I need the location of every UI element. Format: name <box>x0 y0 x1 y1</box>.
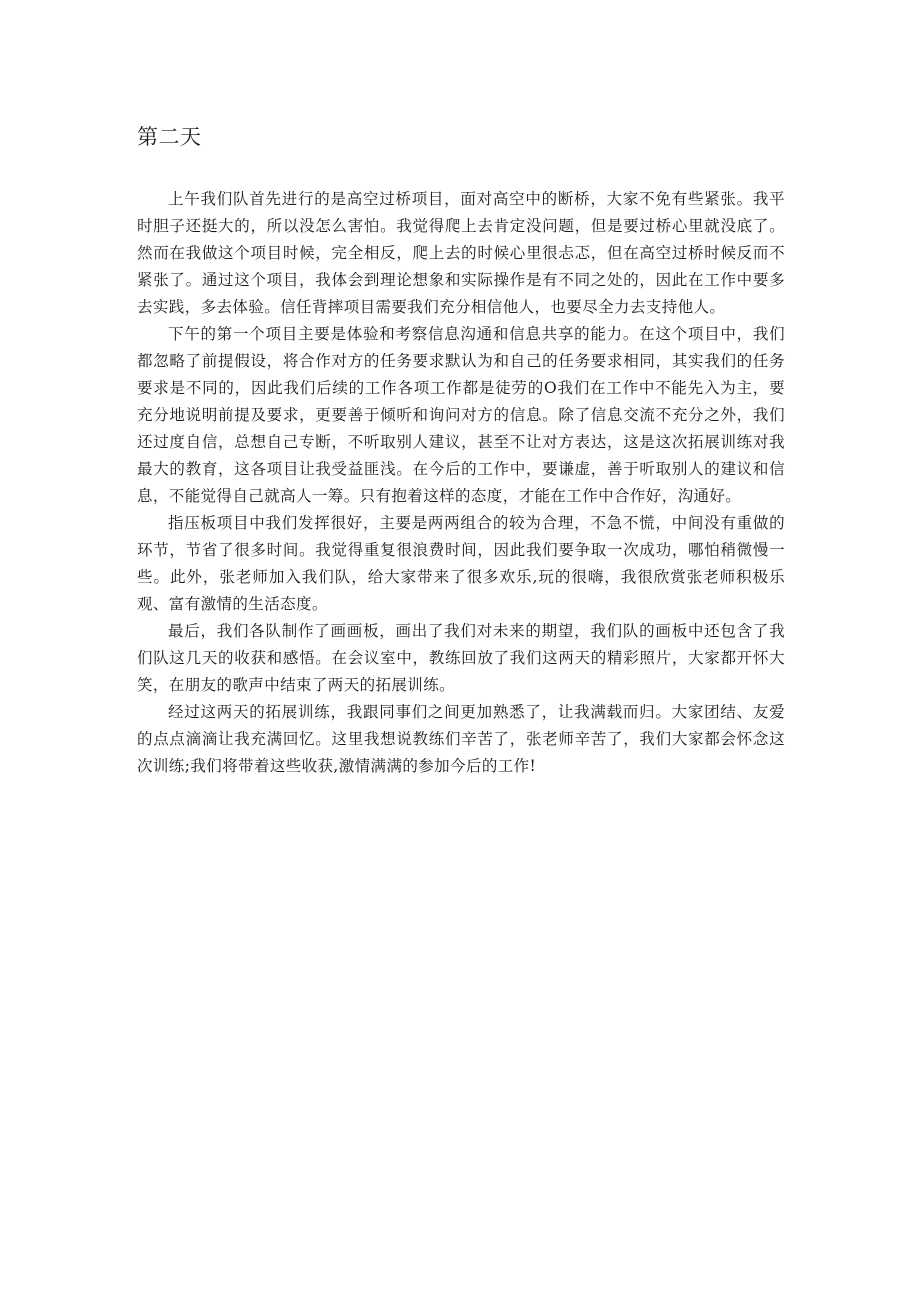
paragraph-morning: 上午我们队首先进行的是高空过桥项目，面对高空中的断桥，大家不免有些紧张。我平时胆子还挺大的，所以没怎么害怕。我觉得爬上去肯定没问题，但是要过桥心里就没底了。然而在我做这个项目时候，完全相反，爬上去的时候心里很忐忑，但在高空过桥时候反而不紧张了。通过这个项目，我体会到理论想象和实际操作是有不同之处的，因此在工作中要多去实践，多去体验。信任背摔项目需要我们充分相信他人，也要尽全力去支持他人。 <box>137 190 785 316</box>
paragraph-acupressure-board: 指压板项目中我们发挥很好，主要是两两组合的较为合理，不急不慌，中间没有重做的环节，节省了很多时间。我觉得重复很浪费时间，因此我们要争取一次成功，哪怕稍微慢一些。此外，张老师加入我们队，给大家带来了很多欢乐,玩的很嗨，我很欣赏张老师积极乐观、富有激情的生活态度。 <box>137 514 785 613</box>
paragraph-conclusion: 经过这两天的拓展训练，我跟同事们之间更加熟悉了，让我满载而归。大家团结、友爱的点点滴滴让我充满回忆。这里我想说教练们辛苦了，张老师辛苦了，我们大家都会怀念这次训练;我们将带着这些收获,激情满满的参加今后的工作! <box>137 703 785 775</box>
document-body <box>137 186 785 780</box>
page-title: 第二天 <box>137 125 202 149</box>
paragraph-drawing-board: 最后，我们各队制作了画画板，画出了我们对未来的期望，我们队的画板中还包含了我们队这几天的收获和感悟。在会议室中，教练回放了我们这两天的精彩照片，大家都开怀大笑，在朋友的歌声中结束了两天的拓展训练。 <box>137 622 785 694</box>
paragraph-afternoon: 下午的第一个项目主要是体验和考察信息沟通和信息共享的能力。在这个项目中，我们都忽略了前提假设，将合作对方的任务要求默认为和自己的任务要求相同，其实我们的任务要求是不同的，因此我们后续的工作各项工作都是徒劳的O我们在工作中不能先入为主，要充分地说明前提及要求，更要善于倾听和询问对方的信息。除了信息交流不充分之外，我们还过度自信，总想自己专断，不听取别人建议，甚至不让对方表达，这是这次拓展训练对我最大的教育，这各项目让我受益匪浅。在今后的工作中，要谦虚，善于听取别人的建议和信息，不能觉得自己就高人一筹。只有抱着这样的态度，才能在工作中合作好，沟通好。 <box>137 325 785 505</box>
